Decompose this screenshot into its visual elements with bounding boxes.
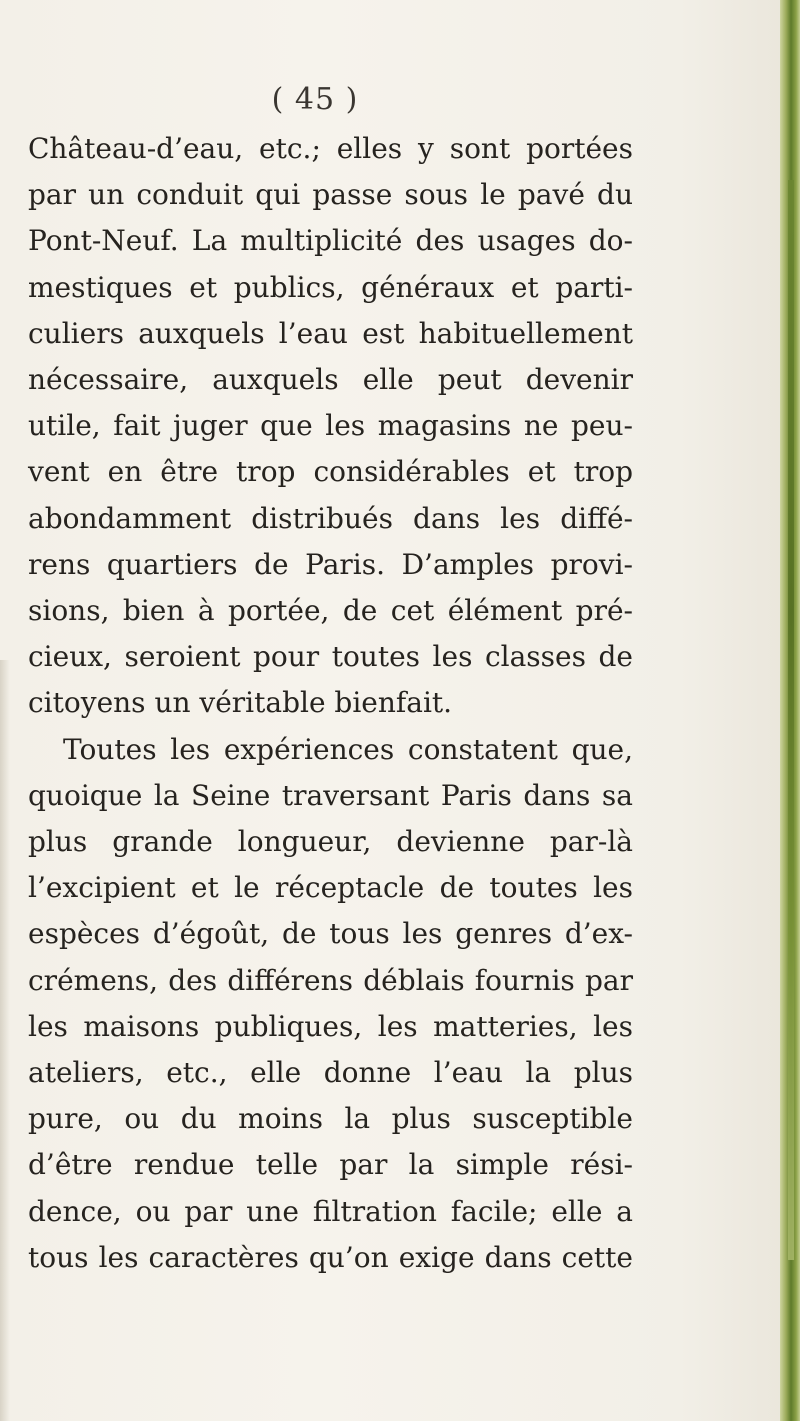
text-line: par un conduit qui passe sous le pavé du (28, 178, 633, 212)
text-line: culiers auxquels l’eau est habituellement (28, 316, 633, 350)
page-edge-binding-shade (788, 180, 794, 1260)
page-number: ( 45 ) (271, 82, 359, 117)
text-line: Toutes les expériences constatent que, (63, 732, 633, 766)
text-line: utile, fait juger que les magasins ne peu- (28, 409, 633, 443)
text-line: les maisons publiques, les matteries, les (28, 1009, 633, 1043)
text-line: sions, bien à portée, de cet élément pré- (28, 594, 633, 628)
text-line: vent en être trop considérables et trop (28, 455, 633, 489)
page-gutter-shadow (0, 660, 10, 1421)
text-line: Château-d’eau, etc.; elles y sont portées (28, 132, 633, 165)
text-line: Pont-Neuf. La multiplicité des usages do- (28, 224, 633, 258)
text-line: nécessaire, auxquels elle peut devenir (28, 363, 633, 397)
text-line: abondamment distribués dans les diffé- (28, 501, 633, 535)
text-line: espèces d’égoût, de tous les genres d’ex- (28, 917, 633, 951)
text-line: citoyens un véritable bienfait. (28, 686, 453, 720)
text-line: ateliers, etc., elle donne l’eau la plus (28, 1056, 633, 1090)
body-text (28, 126, 633, 1281)
text-line: l’excipient et le réceptacle de toutes les (28, 871, 633, 905)
text-line: crémens, des différens déblais fournis par (28, 963, 633, 997)
text-line: dence, ou par une filtration facile; elle a (28, 1194, 633, 1228)
text-line: mestiques et publics, généraux et parti- (28, 270, 633, 304)
text-line: rens quartiers de Paris. D’amples provi- (28, 547, 633, 581)
text-line: plus grande longueur, devienne par-là (28, 825, 633, 859)
text-line: pure, ou du moins la plus susceptible (28, 1102, 633, 1136)
text-line: d’être rendue telle par la simple rési- (28, 1148, 633, 1182)
text-line: quoique la Seine traversant Paris dans sa (28, 778, 633, 812)
text-line: cieux, seroient pour toutes les classes de (28, 640, 633, 674)
text-line: tous les caractères qu’on exige dans cette (28, 1240, 633, 1274)
